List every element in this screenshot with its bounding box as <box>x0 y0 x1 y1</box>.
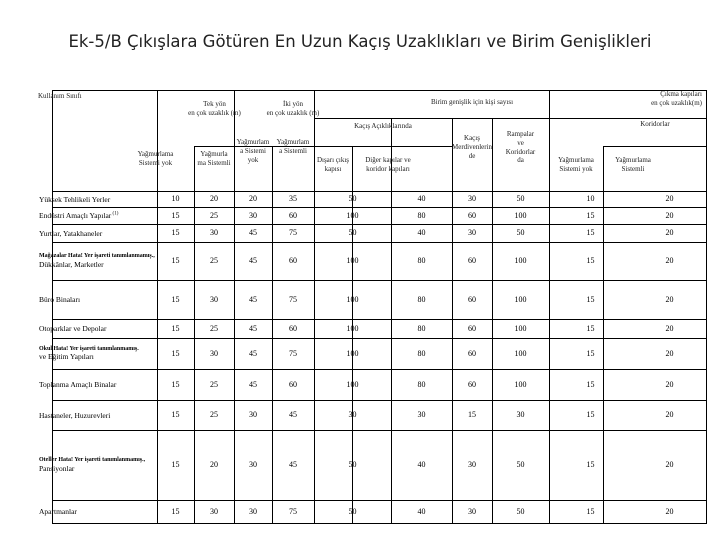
table-cell-value: 15 <box>171 256 180 265</box>
col-divider <box>549 90 550 523</box>
table-cell-value: 30 <box>210 506 218 516</box>
table-cell-value: 60 <box>289 379 297 389</box>
unit-width-header: Birim genişlik için kişi sayısı <box>430 98 514 106</box>
row-label-text: Büro Binaları <box>39 295 81 304</box>
table-cell-value: 100 <box>514 294 527 304</box>
table-cell-value: 45 <box>249 256 257 265</box>
table-cell-value: 25 <box>210 323 218 333</box>
table-cell-value: 30 <box>249 210 257 220</box>
table-cell-value: 20 <box>665 228 674 237</box>
table-cell-value: 30 <box>468 506 476 516</box>
row-divider <box>52 400 707 401</box>
table-cell-value: 30 <box>249 460 257 469</box>
table-cell-value: 75 <box>289 228 297 237</box>
row-note: Mağazalar Hata! Yer işareti tanımlanmamış., <box>39 253 155 259</box>
other-doors-header: Diğer kapılar ve koridor kapıları <box>365 156 411 173</box>
row-label-text: Otoparklar ve Depolar <box>39 324 107 333</box>
table-cell-value: 100 <box>346 294 359 304</box>
header-divider-level1 <box>314 118 707 119</box>
table-border-right <box>706 90 707 523</box>
no-sprinkler-header: Yağmurlam a Sistemi yok <box>236 138 270 164</box>
row-label <box>39 253 155 269</box>
row-divider <box>52 242 707 243</box>
table-cell-value: 15 <box>171 379 180 389</box>
table-cell-value: 100 <box>514 348 527 358</box>
two-direction-header: İki yön en çok uzaklık (m) <box>266 100 320 117</box>
row-label-text: ve Eğitim Yapıları <box>39 352 94 362</box>
exit-door-header: Çıkma kapıları en çok uzaklık(m) <box>651 90 702 107</box>
row-label <box>39 211 155 220</box>
table-cell-value: 15 <box>586 379 595 389</box>
table-cell-value: 15 <box>586 294 595 304</box>
row-divider <box>52 319 707 320</box>
row-label-text: Yüksek Tehlikeli Yerler <box>39 194 111 204</box>
sprinkler-header: Yağmurla ma Sistemli <box>197 150 231 167</box>
table-cell-value: 80 <box>417 379 426 389</box>
row-label-text: Dükkânlar, Marketler <box>39 259 104 269</box>
table-cell-value: 60 <box>468 210 476 220</box>
table-border-bottom <box>52 523 707 524</box>
table-cell-value: 25 <box>210 379 218 389</box>
table-cell-value: 30 <box>210 294 218 304</box>
table-cell-value: 100 <box>514 256 527 265</box>
row-label <box>39 457 155 473</box>
row-label-text: Endüstri Amaçlı Yapılar <box>39 211 112 220</box>
table-cell-value: 20 <box>665 379 674 389</box>
table-cell-value: 30 <box>468 460 476 469</box>
table-cell-value: 20 <box>210 194 218 203</box>
table-cell-value: 15 <box>171 210 180 220</box>
table-cell-value: 80 <box>417 256 426 265</box>
table-cell-value: 30 <box>249 506 257 516</box>
row-label <box>39 195 155 204</box>
table-cell-value: 60 <box>468 323 476 333</box>
table-cell-value: 25 <box>210 410 218 419</box>
table-cell-value: 30 <box>468 194 476 203</box>
table-cell-value: 75 <box>289 348 297 358</box>
no-sprinkler-header: Yağmurlama Sistemi yok <box>137 150 174 167</box>
table-cell-value: 20 <box>665 460 674 469</box>
table-cell-value: 15 <box>586 506 595 516</box>
table-cell-value: 45 <box>249 294 257 304</box>
escape-distance-table <box>38 90 707 523</box>
row-label-text: Yurtlar, Yatakhaneler <box>39 228 103 238</box>
table-cell-value: 15 <box>586 323 595 333</box>
row-label <box>39 380 155 389</box>
table-cell-value: 50 <box>348 194 357 203</box>
row-label <box>39 346 155 362</box>
table-cell-value: 100 <box>514 323 527 333</box>
escape-stairs-header: Kaçış Merdivenlerin de <box>452 134 493 160</box>
table-cell-value: 20 <box>665 194 674 203</box>
table-cell-value: 60 <box>289 256 297 265</box>
table-cell-value: 30 <box>249 410 257 419</box>
row-label <box>39 324 155 333</box>
table-cell-value: 20 <box>665 256 674 265</box>
row-footnote-marker: (1) <box>111 211 119 217</box>
table-cell-value: 10 <box>171 194 180 203</box>
corridors-header: Koridorlar <box>640 120 670 128</box>
header-bottom-line <box>52 191 707 192</box>
row-note: Oteller Hata! Yer işareti tanımlanmamış., <box>39 457 146 463</box>
table-cell-value: 15 <box>586 410 595 419</box>
table-cell-value: 100 <box>346 323 359 333</box>
table-cell-value: 50 <box>516 460 525 469</box>
table-cell-value: 30 <box>516 410 525 419</box>
table-cell-value: 45 <box>249 348 257 358</box>
sprinkler-header: Yağmurlam a Sistemli <box>276 138 310 155</box>
table-cell-value: 25 <box>210 256 218 265</box>
table-cell-value: 20 <box>665 506 674 516</box>
table-cell-value: 60 <box>289 323 297 333</box>
table-cell-value: 15 <box>586 348 595 358</box>
table-cell-value: 20 <box>665 323 674 333</box>
table-cell-value: 15 <box>586 210 595 220</box>
table-cell-value: 45 <box>289 460 297 469</box>
table-cell-value: 100 <box>514 210 527 220</box>
table-cell-value: 20 <box>665 210 674 220</box>
table-cell-value: 35 <box>289 194 297 203</box>
table-cell-value: 15 <box>586 256 595 265</box>
table-cell-value: 40 <box>417 460 426 469</box>
table-cell-value: 45 <box>289 410 297 419</box>
table-cell-value: 100 <box>346 379 359 389</box>
table-cell-value: 75 <box>289 294 297 304</box>
row-divider <box>52 369 707 370</box>
table-cell-value: 100 <box>346 210 359 220</box>
no-sprinkler-header: Yağmurlama Sistemi yok <box>558 156 594 173</box>
row-label <box>39 411 155 420</box>
escape-openings-header: Kaçış Açıklıklarında <box>354 122 412 130</box>
row-label <box>39 229 155 238</box>
table-cell-value: 15 <box>171 460 180 469</box>
row-divider <box>52 500 707 501</box>
table-cell-value: 75 <box>289 506 297 516</box>
row-divider <box>52 224 707 225</box>
table-cell-value: 100 <box>346 256 359 265</box>
table-cell-value: 80 <box>417 294 426 304</box>
header-divider-corridor <box>603 146 707 147</box>
single-direction-header: Tek yön en çok uzaklık (m) <box>188 100 241 117</box>
table-cell-value: 80 <box>417 323 426 333</box>
table-cell-value: 60 <box>289 210 297 220</box>
table-cell-value: 20 <box>665 294 674 304</box>
table-cell-value: 15 <box>171 228 180 237</box>
table-cell-value: 60 <box>468 294 476 304</box>
ramps-header: Rampalar ve Koridorlar da <box>505 130 536 165</box>
table-cell-value: 100 <box>346 348 359 358</box>
row-note: Okul Hata! Yer işareti tanımlanmamış. <box>39 345 139 352</box>
table-cell-value: 30 <box>210 228 218 237</box>
table-cell-value: 40 <box>417 506 426 516</box>
table-cell-value: 15 <box>586 460 595 469</box>
row-divider <box>52 338 707 339</box>
row-label-text: Pansiyonlar <box>39 463 75 473</box>
table-cell-value: 15 <box>171 506 180 516</box>
table-cell-value: 15 <box>171 323 180 333</box>
table-cell-value: 80 <box>417 210 426 220</box>
table-cell-value: 30 <box>417 410 426 419</box>
usage-class-header: Kullanım Sınıfı <box>38 92 82 100</box>
row-label-text: Hastaneler, Huzurevleri <box>39 410 111 420</box>
table-cell-value: 30 <box>348 410 357 419</box>
table-cell-value: 15 <box>468 410 476 419</box>
table-cell-value: 20 <box>665 348 674 358</box>
row-divider <box>52 430 707 431</box>
table-cell-value: 40 <box>417 194 426 203</box>
table-cell-value: 10 <box>586 194 595 203</box>
table-cell-value: 20 <box>249 194 257 203</box>
table-cell-value: 50 <box>516 506 525 516</box>
header-divider-openings <box>314 146 452 147</box>
table-cell-value: 40 <box>417 228 426 237</box>
sprinkler-header: Yağmurlama Sistemli <box>615 156 651 173</box>
table-cell-value: 20 <box>665 410 674 419</box>
table-cell-value: 60 <box>468 256 476 265</box>
table-cell-value: 25 <box>210 210 218 220</box>
col-divider <box>314 90 315 523</box>
table-cell-value: 15 <box>171 410 180 419</box>
table-cell-value: 50 <box>516 194 525 203</box>
table-cell-value: 20 <box>210 460 218 469</box>
table-cell-value: 50 <box>516 228 525 237</box>
table-cell-value: 30 <box>210 348 218 358</box>
row-label-text: Toplanma Amaçlı Binalar <box>39 380 117 389</box>
table-cell-value: 80 <box>417 348 426 358</box>
outdoor-door-header: Dışarı çıkış kapısı <box>316 156 350 173</box>
table-cell-value: 15 <box>586 228 595 237</box>
row-label-text: Apartmanlar <box>39 507 77 516</box>
table-cell-value: 100 <box>514 379 527 389</box>
table-cell-value: 45 <box>249 379 257 389</box>
table-cell-value: 60 <box>468 348 476 358</box>
table-cell-value: 15 <box>171 348 180 358</box>
table-cell-value: 45 <box>249 323 257 333</box>
table-cell-value: 30 <box>468 228 476 237</box>
row-divider <box>52 280 707 281</box>
row-label <box>39 507 155 516</box>
table-cell-value: 15 <box>171 294 180 304</box>
page-title: Ek-5/B Çıkışlara Götüren En Uzun Kaçış Uzaklıkları ve Birim Genişlikleri <box>68 32 652 51</box>
row-label <box>39 295 155 304</box>
table-cell-value: 50 <box>348 460 357 469</box>
table-cell-value: 50 <box>348 228 357 237</box>
table-cell-value: 50 <box>348 506 357 516</box>
row-divider <box>52 207 707 208</box>
table-cell-value: 60 <box>468 379 476 389</box>
table-cell-value: 45 <box>249 228 257 237</box>
